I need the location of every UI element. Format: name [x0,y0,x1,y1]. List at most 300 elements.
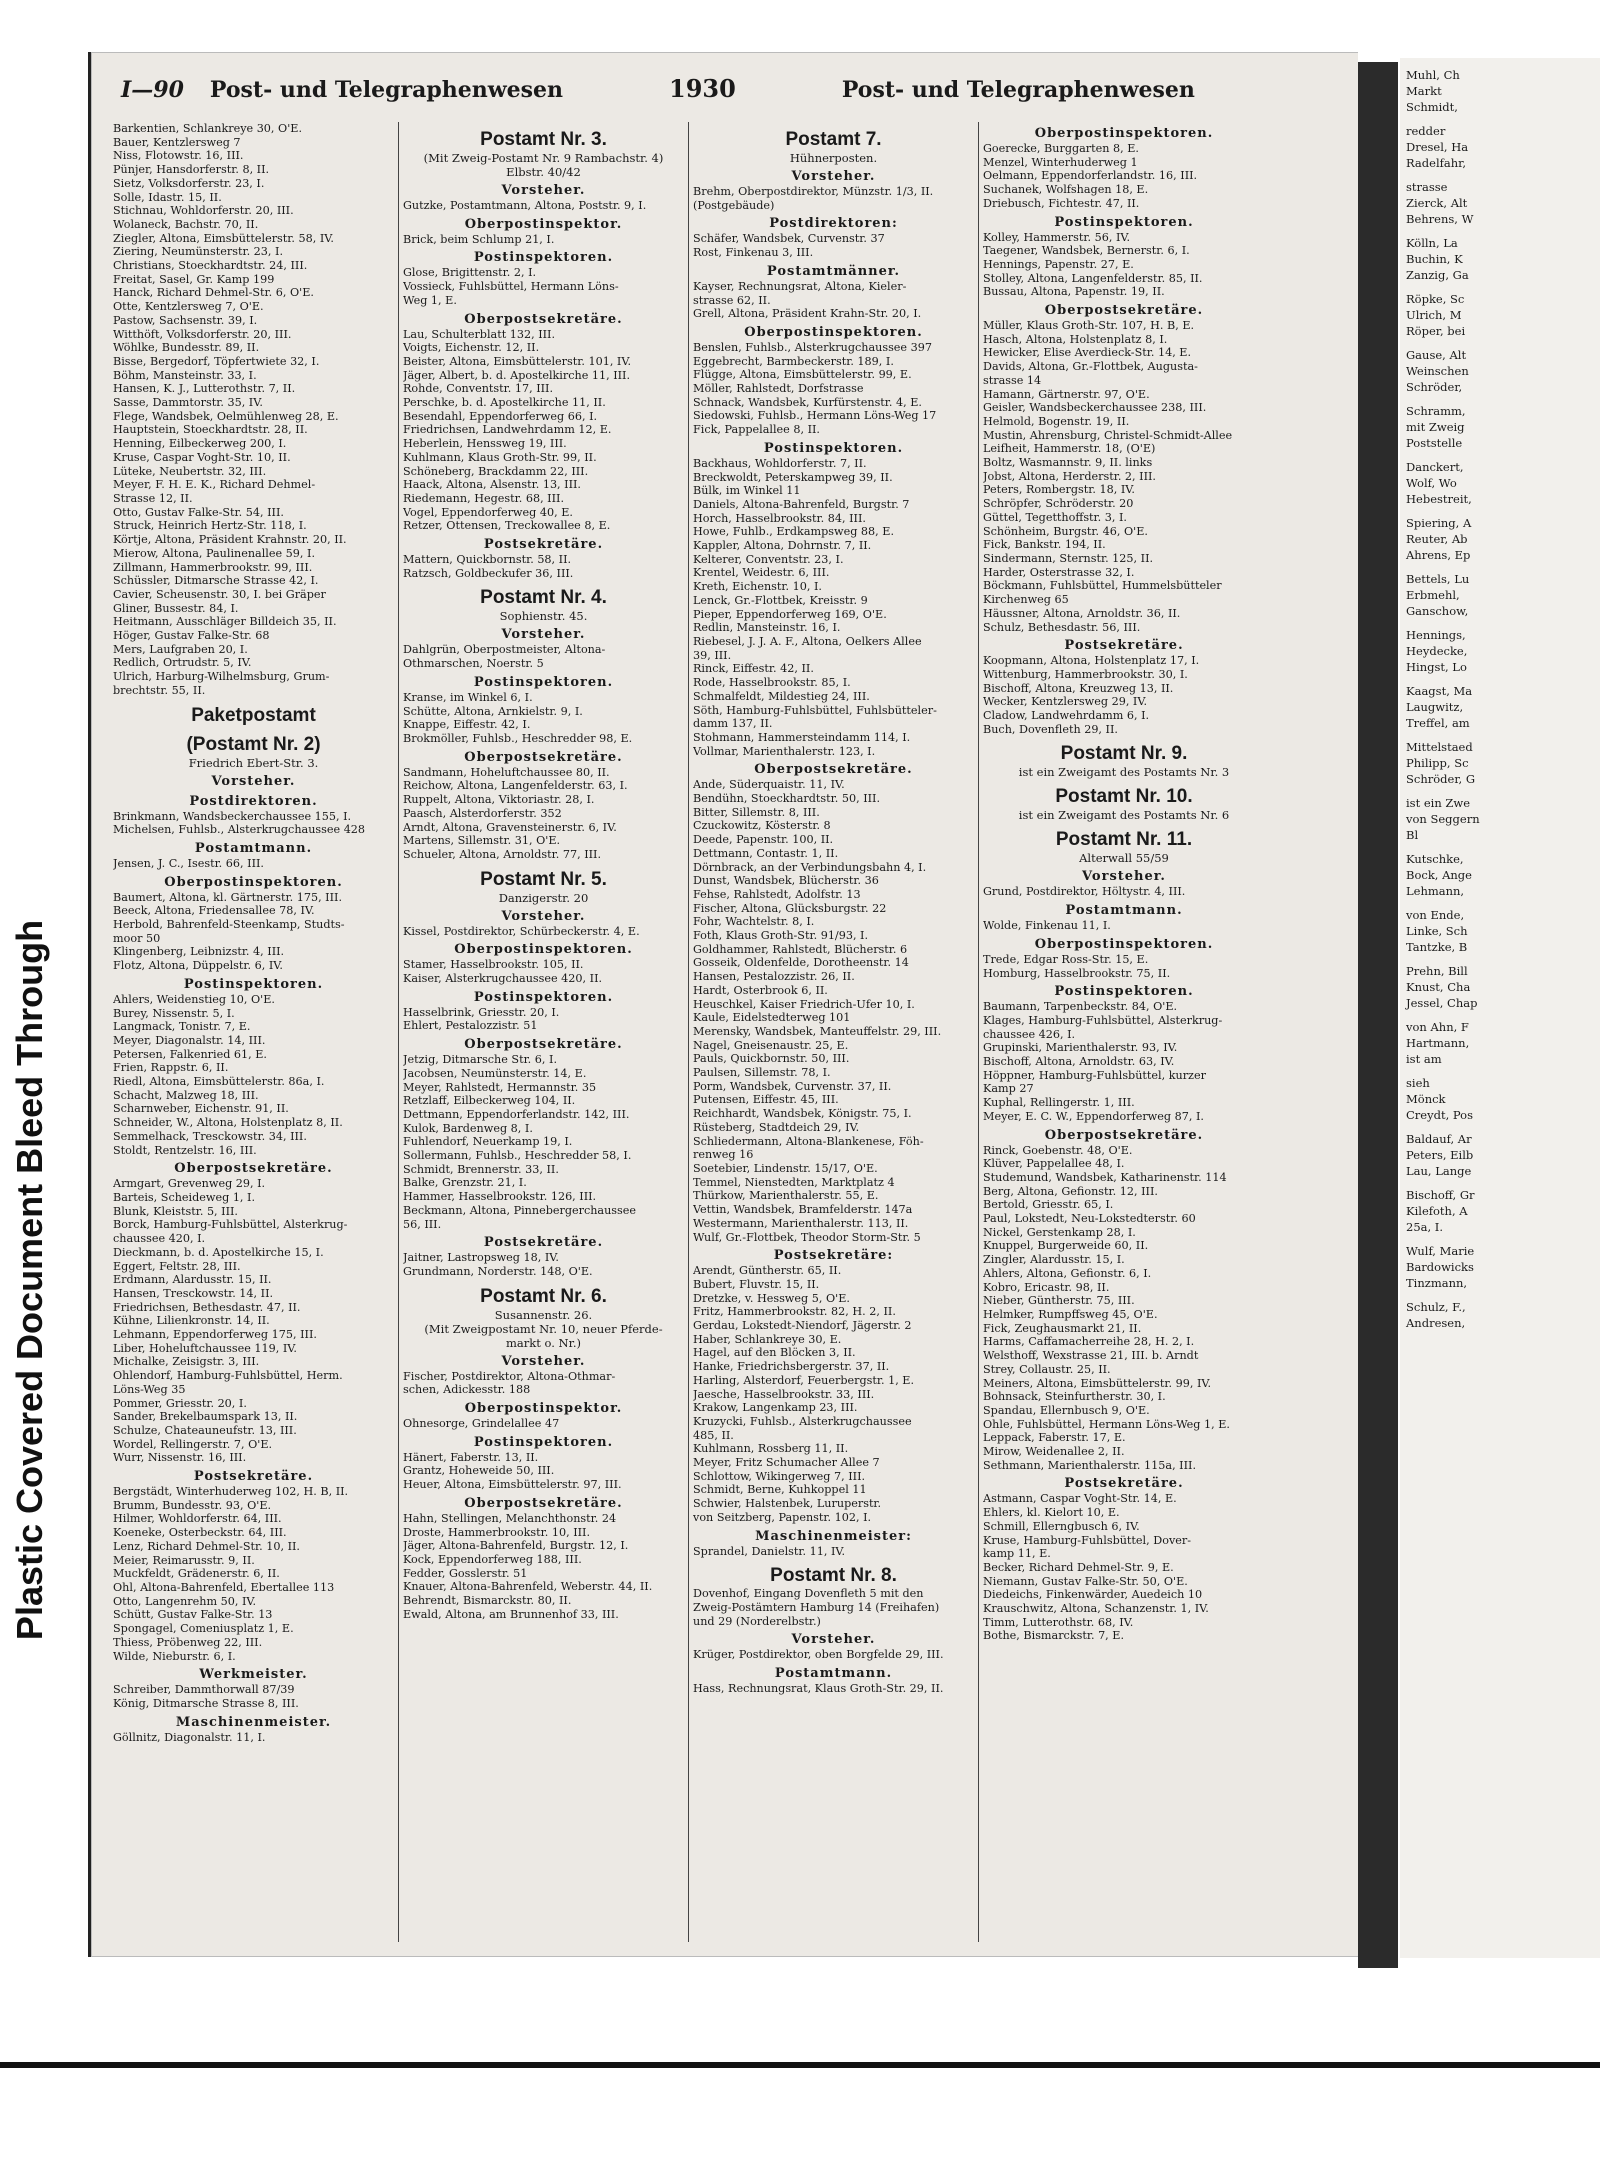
entry-line: Trede, Edgar Ross-Str. 15, E. [983,952,1149,966]
next-page-line: Tinzmann, [1406,1276,1468,1290]
entry-line: Strasse 12, II. [113,491,193,505]
entry-line: Jäger, Altona-Bahrenfeld, Burgstr. 12, I. [403,1539,629,1553]
entry-line: Jetzig, Ditmarsche Str. 6, I. [403,1053,558,1067]
section-subtitle: Danzigerstr. 20 [498,890,589,905]
entry-line: Wulf, Gr.-Flottbek, Theodor Storm-Str. 5 [693,1230,921,1244]
section-heading: Postsekretäre. [483,537,604,553]
entry-line: Behrendt, Bismarckstr. 80, II. [403,1594,572,1608]
entry-line: Othmarschen, Noerstr. 5 [403,657,544,671]
entry-line: Bülk, im Winkel 11 [693,484,801,498]
entry-line: Knappe, Eiffestr. 42, I. [403,718,531,732]
entry-line: Rinck, Goebenstr. 48, O'E. [983,1143,1133,1157]
entry-line: Grund, Postdirektor, Höltystr. 4, III. [983,885,1186,899]
next-page-line: Lehmann, [1406,884,1465,898]
section-heading: Oberpostsekretäre. [464,1495,623,1511]
entry-line: Dörnbrack, an der Verbindungsbahn 4, I. [693,860,927,874]
entry-line: Böckmann, Fuhlsbüttel, Hummelsbütteler [983,579,1222,593]
entry-line: Ahlers, Weidenstieg 10, O'E. [113,992,275,1006]
entry-line: 39, III. [693,648,732,662]
entry-line: Kamp 27 [983,1082,1034,1096]
entry-line: Homburg, Hasselbrookstr. 75, II. [983,966,1171,980]
entry-line: König, Ditmarsche Strasse 8, III. [113,1696,299,1710]
next-page-line: Ulrich, M [1406,308,1462,322]
entry-line: Langmack, Tonistr. 7, E. [113,1020,251,1034]
next-page-line: Bl [1406,828,1419,842]
entry-line: Hauptstein, Stoeckhardtstr. 28, II. [113,423,308,437]
entry-line: Fick, Bankstr. 194, II. [983,538,1106,552]
next-page-line: Hingst, Lo [1406,660,1467,674]
entry-line: Haber, Schlankreye 30, E. [693,1332,842,1346]
next-page-line: Schmidt, [1406,100,1458,114]
entry-line: Schueler, Altona, Arnoldstr. 77, III. [403,847,602,861]
entry-line: Astmann, Caspar Voght-Str. 14, E. [983,1492,1177,1506]
entry-line: Weg 1, E. [403,293,457,307]
section-heading: Maschinenmeister: [755,1528,912,1544]
entry-line: Armgart, Grevenweg 29, I. [113,1177,266,1191]
entry-line: Rohde, Conventstr. 17, III. [403,382,554,396]
section-title: Postamt Nr. 11. [1055,829,1193,851]
entry-line: Reichow, Altona, Langenfelderstr. 63, I. [403,779,628,793]
section-heading: Postsekretäre. [1064,638,1184,654]
next-page-line: Spiering, A [1406,516,1472,530]
entry-line: Fischer, Altona, Glücksburgstr. 22 [693,901,887,915]
entry-line: Ahlers, Altona, Gefionstr. 6, I. [983,1266,1152,1280]
entry-line: Stohmann, Hammersteindamm 114, I. [693,730,911,744]
entry-line: Fischer, Postdirektor, Altona-Othmar- [403,1369,616,1383]
entry-line: Koopmann, Altona, Holstenplatz 17, I. [983,654,1200,668]
entry-line: Kruse, Hamburg-Fuhlsbüttel, Dover- [983,1533,1192,1547]
section-heading: Oberpostinspektoren. [1034,126,1214,141]
entry-line: Peters, Rombergstr. 18, IV. [983,483,1135,497]
entry-line: Jensen, J. C., Isestr. 66, III. [113,856,264,870]
section-heading: Oberpostsekretäre. [174,1161,333,1177]
entry-line: Schütt, Gustav Falke-Str. 13 [113,1608,273,1622]
next-page-line: Kilefoth, A [1406,1204,1468,1218]
next-page-line: Schramm, [1406,404,1466,418]
entry-line: Wolde, Finkenau 11, I. [983,919,1111,933]
entry-line: Pieper, Eppendorferweg 169, O'E. [693,607,887,621]
next-page-line: Kölln, La [1406,236,1458,250]
entry-line: Schwier, Halstenbek, Luruperstr. [693,1497,882,1511]
entry-line: Niemann, Gustav Falke-Str. 50, O'E. [983,1574,1188,1588]
entry-line: Nickel, Gerstenkamp 28, I. [983,1225,1136,1239]
entry-line: Czuckowitz, Kösterstr. 8 [693,819,831,833]
entry-line: Kayser, Rechnungsrat, Altona, Kieler- [693,279,907,293]
entry-line: Meyer, Diagonalstr. 14, III. [113,1033,266,1047]
entry-line: Ratzsch, Goldbeckufer 36, III. [403,566,574,580]
entry-line: Besendahl, Eppendorferweg 66, I. [403,409,598,423]
header-year: 1930 [669,74,736,103]
entry-line: Kock, Eppendorferweg 188, III. [403,1553,582,1566]
entry-line: Lehmann, Eppendorferweg 175, III. [113,1328,317,1342]
entry-line: Wöhlke, Bundesstr. 89, II. [113,341,260,355]
entry-line: Retzer, Ottensen, Treckowallee 8, E. [403,519,611,533]
entry-line: (Postgebäude) [693,198,775,212]
entry-line: Hansen, K. J., Lutterothstr. 7, II. [113,382,296,396]
next-page-line: ist am [1406,1052,1442,1066]
entry-line: Flügge, Altona, Eimsbüttelerstr. 99, E. [693,368,912,382]
side-label-text: Plastic Covered Document Bleed Through [9,919,50,1641]
entry-line: Sasse, Dammtorstr. 35, IV. [113,396,263,410]
entry-line: Rinck, Eiffestr. 42, II. [693,662,814,676]
entry-line: Harder, Osterstrasse 32, I. [983,565,1135,579]
entry-line: Bertold, Griesstr. 65, I. [983,1198,1114,1212]
entry-line: Hammer, Hasselbrookstr. 126, III. [403,1190,597,1204]
entry-line: Kühne, Lilienkronstr. 14, II. [113,1314,270,1328]
next-page-line: Zierck, Alt [1406,196,1468,210]
next-page-line: von Seggern [1406,812,1480,826]
entry-line: Solle, Idastr. 15, II. [113,190,222,204]
entry-line: Dettmann, Contastr. 1, II. [693,846,839,860]
entry-line: Herbold, Bahrenfeld-Steenkamp, Studts- [113,918,345,932]
entry-line: Jäger, Albert, b. d. Apostelkirche 11, III. [403,368,631,382]
next-page-line: Weinschen [1406,364,1469,378]
entry-line: Pommer, Griesstr. 20, I. [113,1396,247,1410]
entry-line: Schliedermann, Altona-Blankenese, Föh- [693,1134,924,1148]
entry-line: Schlottow, Wikingerweg 7, III. [693,1469,866,1483]
entry-line: Becker, Richard Dehmel-Str. 9, E. [983,1560,1174,1574]
entry-line: von Seitzberg, Papenstr. 102, I. [693,1510,872,1524]
next-page-line: Bischoff, Gr [1406,1188,1475,1202]
entry-line: Brehm, Oberpostdirektor, Münzstr. 1/3, II. [693,185,934,198]
section-heading: Vorsteher. [501,1353,586,1369]
column-3 [689,122,979,1942]
entry-line: Dieckmann, b. d. Apostelkirche 15, I. [113,1245,324,1259]
entry-line: Leifheit, Hammerstr. 18, (O'E) [983,442,1156,456]
entry-line: Dretzke, v. Hessweg 5, O'E. [693,1291,850,1305]
entry-line: Schüssler, Ditmarsche Strasse 42, I. [113,574,319,588]
next-page-line: Wolf, Wo [1406,476,1457,490]
section-heading: Vorsteher. [501,183,586,198]
next-page-line: Kutschke, [1406,852,1464,866]
entry-line: Hilmer, Wohldorferstr. 64, III. [113,1512,282,1526]
entry-line: Grell, Altona, Präsident Krahn-Str. 20, I. [693,307,922,321]
entry-line: Zillmann, Hammerbrookstr. 99, III. [113,560,313,574]
entry-line: Vollmar, Marienthalerstr. 123, I. [693,744,876,758]
section-heading: Vorsteher. [791,169,876,184]
entry-line: Flotz, Altona, Düppelstr. 6, IV. [113,959,283,973]
entry-line: Sprandel, Danielstr. 11, IV. [693,1544,846,1558]
entry-line: Jaitner, Lastropsweg 18, IV. [403,1251,559,1265]
next-page-line: Röpke, Sc [1406,292,1465,306]
section-title: Paketpostamt [191,704,316,726]
next-page-line: ist ein Zwe [1406,796,1471,810]
entry-line: Stichnau, Wohldorferstr. 20, III. [113,204,294,218]
entry-line: Schacht, Malzweg 18, III. [113,1088,259,1102]
entry-line: Bergstädt, Winterhuderweg 102, H. B, II. [113,1485,349,1499]
entry-line: Ohle, Fuhlsbüttel, Hermann Löns-Weg 1, E. [983,1417,1230,1431]
section-heading: Postinspektoren. [473,674,614,690]
entry-line: Wittenburg, Hammerbrookstr. 30, I. [983,667,1188,681]
entry-line: Arendt, Güntherstr. 65, II. [693,1264,842,1278]
entry-line: Beeck, Altona, Friedensallee 78, IV. [113,904,315,918]
entry-line: Hahn, Stellingen, Melanchthonstr. 24 [403,1511,617,1525]
section-heading: Vorsteher. [211,773,296,789]
section-subtitle: Sophienstr. 45. [499,609,588,624]
entry-line: Henning, Eilbeckerweg 200, I. [113,437,287,451]
entry-line: Eggebrecht, Barmbeckerstr. 189, I. [693,354,894,368]
entry-line: Schönheim, Burgstr. 46, O'E. [983,524,1148,538]
entry-line: Grupinski, Marienthalerstr. 93, IV. [983,1041,1178,1055]
next-page-line: Danckert, [1406,460,1464,474]
entry-line: Fedder, Gosslerstr. 51 [403,1566,528,1580]
next-page-line: Lau, Lange [1406,1164,1472,1178]
section-heading: Postamtmann. [774,1666,893,1682]
entry-line: Blunk, Kleiststr. 5, III. [113,1204,238,1218]
section-heading: Postinspektoren. [1054,984,1194,1000]
entry-line: Ulrich, Harburg-Wilhelmsburg, Grum- [113,670,330,684]
entry-line: Söth, Hamburg-Fuhlsbüttel, Fuhlsbütteler- [693,703,937,717]
entry-line: Howe, Fuhlb., Erdkampsweg 88, E. [693,525,895,539]
next-page-line: Reuter, Ab [1406,532,1468,546]
next-page-line: Muhl, Ch [1406,68,1460,82]
entry-line: Gutzke, Postamtmann, Altona, Poststr. 9, I. [403,199,647,212]
entry-line: Martens, Sillemstr. 31, O'E. [403,834,561,848]
spine-gap [1358,48,1398,62]
entry-line: Koeneke, Osterbeckstr. 64, III. [113,1526,287,1540]
entry-line: Ohnesorge, Grindelallee 47 [403,1417,560,1431]
entry-line: Bothe, Bismarckstr. 7, E. [983,1629,1125,1643]
section-heading: Postsekretäre: [773,1248,894,1264]
entry-line: Bischoff, Altona, Kreuzweg 13, II. [983,681,1174,695]
entry-line: Ohlendorf, Hamburg-Fuhlsbüttel, Herm. [113,1369,343,1383]
next-page-line: Markt [1406,84,1442,98]
entry-line: Jacobsen, Neumünsterstr. 14, E. [403,1066,587,1080]
entry-line: Schmalfeldt, Mildestieg 24, III. [693,689,870,703]
entry-line: Bubert, Fluvstr. 15, II. [693,1277,820,1291]
section-heading: Postdirektoren. [189,793,318,809]
entry-line: Hardt, Osterbrook 6, II. [693,983,828,997]
entry-line: Bendühn, Stoeckhardtstr. 50, III. [693,792,881,806]
entry-line: Riedemann, Hegestr. 68, III. [403,491,564,505]
entry-line: Friedrichsen, Landwehrdamm 12, E. [403,423,612,437]
entry-line: Hass, Rechnungsrat, Klaus Groth-Str. 29, II. [693,1682,944,1696]
entry-line: Heuer, Altona, Eimsbüttelerstr. 97, III. [403,1478,622,1492]
page-header [121,74,1321,110]
entry-line: Harms, Caffamacherreihe 28, H. 2, I. [983,1335,1195,1349]
section-heading: Oberpostsekretäre. [1044,303,1204,319]
section-heading: Oberpostinspektoren. [1034,936,1214,952]
next-page-line: Baldauf, Ar [1406,1132,1472,1146]
entry-line: Erdmann, Alardusstr. 15, II. [113,1273,272,1287]
section-subtitle: (Mit Zweigpostamt Nr. 10, neuer Pferde- [424,1321,663,1336]
entry-line: Gliner, Bussestr. 84, I. [113,601,239,615]
next-page-line: Ganschow, [1406,604,1469,618]
entry-line: Rost, Finkenau 3, III. [693,246,814,260]
entry-line: Meyer, F. H. E. K., Richard Dehmel- [113,478,316,492]
entry-line: Zingler, Alardusstr. 15, I. [983,1253,1125,1267]
section-title: Postamt Nr. 5. [480,868,607,890]
entry-line: Dahlgrün, Oberpostmeister, Altona- [403,643,606,657]
entry-line: schen, Adickesstr. 188 [403,1383,531,1397]
entry-line: Friedrichsen, Bethesdastr. 47, II. [113,1300,301,1314]
section-subtitle: Elbstr. 40/42 [506,165,581,179]
entry-line: Bischoff, Altona, Arnoldstr. 63, IV. [983,1055,1175,1069]
next-page-line: Knust, Cha [1406,980,1471,994]
section-heading: Vorsteher. [791,1632,876,1648]
entry-line: Redlin, Mansteinstr. 16, I. [693,621,841,635]
entry-line: Otte, Kentzlersweg 7, O'E. [113,300,264,314]
next-page-line: Schröder, G [1406,772,1476,786]
entry-line: Vossieck, Fuhlsbüttel, Hermann Löns- [403,280,619,294]
entry-line: Hamann, Gärtnerstr. 97, O'E. [983,387,1150,401]
next-page-line: von Ende, [1406,908,1465,922]
entry-line: Driebusch, Fichtestr. 47, II. [983,196,1140,210]
entry-line: Mattern, Quickbornstr. 58, II. [403,553,572,567]
entry-line: Buch, Dovenfleth 29, II. [983,722,1118,736]
page-number: I—90 [121,77,184,103]
entry-line: Taegener, Wandsbek, Bernerstr. 6, I. [983,244,1190,258]
entry-line: Geisler, Wandsbeckerchaussee 238, III. [983,401,1207,415]
section-heading: Postdirektoren: [769,216,898,232]
section-heading: Postamtmann. [194,840,313,856]
entry-line: Cladow, Landwehrdamm 6, I. [983,709,1150,723]
entry-line: Suchanek, Wolfshagen 18, E. [983,183,1149,197]
entry-line: Helmker, Rumpffsweg 45, O'E. [983,1308,1158,1321]
section-subtitle: Friedrich Ebert-Str. 3. [188,755,319,770]
entry-line: Borck, Hamburg-Fuhlsbüttel, Alsterkrug- [113,1218,348,1232]
entry-line: Deede, Papenstr. 100, II. [693,833,834,847]
section-title: (Postamt Nr. 2) [186,733,321,755]
section-heading: Oberpostsekretäre. [464,311,623,327]
section-heading: Oberpostinspektoren. [744,324,923,340]
entry-line: Kuhlmann, Rossberg 11, II. [693,1442,849,1456]
entry-line: 56, III. [403,1217,442,1231]
entry-line: Ziering, Neumünsterstr. 23, I. [113,245,284,259]
entry-line: Daniels, Altona-Bahrenfeld, Burgstr. 7 [693,497,910,511]
column-2 [399,122,689,1942]
next-page-line: 25a, I. [1406,1220,1443,1234]
entry-line: Ehlers, kl. Kielort 10, E. [983,1506,1120,1520]
entry-line: Oelmann, Eppendorferlandstr. 16, III. [983,169,1198,183]
entry-line: Hagel, auf den Blöcken 3, II. [693,1346,856,1360]
next-page-line: Bettels, Lu [1406,572,1470,586]
next-page-line: Jessel, Chap [1406,996,1478,1010]
entry-line: Jaesche, Hasselbrookstr. 33, III. [693,1387,875,1401]
entry-line: Schütte, Altona, Arnkielstr. 9, I. [403,704,583,718]
column-1 [109,122,399,1942]
entry-line: Gosseik, Oldenfelde, Dorotheenstr. 14 [693,956,909,970]
next-page-line: Behrens, W [1406,212,1474,226]
entry-line: Kelterer, Conventstr. 23, I. [693,552,844,566]
entry-line: Kruse, Caspar Voght-Str. 10, II. [113,450,291,464]
section-subtitle: (Mit Zweig-Postamt Nr. 9 Rambachstr. 4) [423,151,664,165]
next-page-line: Ahrens, Ep [1406,548,1471,562]
entry-line: Siedowski, Fuhlsb., Hermann Löns-Weg 17 [693,409,937,423]
section-heading: Vorsteher. [501,908,586,924]
entry-line: strasse 14 [983,373,1042,387]
entry-line: Kuhlmann, Klaus Groth-Str. 99, II. [403,450,597,464]
entry-line: Scharnweber, Eichenstr. 91, II. [113,1102,289,1116]
entry-line: Kappler, Altona, Dohrnstr. 7, II. [693,539,872,553]
entry-line: Dovenhof, Eingang Dovenfleth 5 mit den [693,1587,924,1601]
entry-line: Knuppel, Burgerweide 60, II. [983,1239,1149,1253]
entry-line: strasse 62, II. [693,293,771,307]
entry-line: Beckmann, Altona, Pinnebergerchaussee [403,1203,637,1217]
section-subtitle: Susannenstr. 26. [494,1307,593,1322]
section-heading: Vorsteher. [501,627,586,643]
entry-line: Kirchenweg 65 [983,593,1069,607]
entry-line: Kolley, Hammerstr. 56, IV. [983,230,1131,244]
next-page-line: Hennings, [1406,628,1466,642]
section-heading: Postinspektoren. [183,976,324,992]
entry-line: Meyer, E. C. W., Eppendorferweg 87, I. [983,1109,1204,1123]
entry-line: Sindermann, Sternstr. 125, II. [983,551,1154,565]
entry-line: Brick, beim Schlump 21, I. [403,232,555,246]
entry-line: Arndt, Altona, Gravensteinerstr. 6, IV. [403,820,617,834]
entry-line: Krentel, Weidestr. 6, III. [693,566,830,580]
entry-line: Dettmann, Eppendorferlandstr. 142, III. [403,1107,630,1121]
section-heading: Vorsteher. [1082,869,1166,885]
section-title: Postamt Nr. 8. [770,1565,897,1587]
next-page-line: Schröder, [1406,380,1463,394]
entry-line: Wilde, Nieburstr. 6, I. [113,1649,236,1663]
entry-line: Häussner, Altona, Arnoldstr. 36, II. [983,606,1181,620]
entry-line: Hewicker, Elise Averdieck-Str. 14, E. [983,346,1192,360]
entry-line: Nagel, Gneisenaustr. 25, E. [693,1038,849,1052]
entry-line: Timm, Lutterothstr. 68, IV. [983,1615,1134,1629]
entry-line: Kobro, Ericastr. 98, II. [983,1280,1110,1294]
section-heading: Oberpostsekretäre. [464,749,623,765]
entry-line: Diedeichs, Finkenwärder, Auedeich 10 [983,1588,1203,1602]
entry-line: Brokmöller, Fuhlsb., Heschredder 98, E. [403,731,633,745]
entry-line: Thiess, Pröbenweg 22, III. [113,1635,263,1649]
entry-line: Voigts, Eichenstr. 12, II. [403,341,540,355]
next-page-line: strasse [1406,180,1448,194]
entry-line: Kulok, Bardenweg 8, I. [403,1121,533,1135]
section-subtitle: ist ein Zweigamt des Postamts Nr. 6 [1018,808,1230,823]
entry-line: damm 137, II. [693,717,773,731]
next-page-line: von Ahn, F [1406,1020,1469,1034]
entry-line: Bisse, Bergedorf, Töpfertwiete 32, I. [113,354,320,368]
next-page-line: Kaagst, Ma [1406,684,1473,698]
entry-line: Haack, Altona, Alsenstr. 13, III. [403,478,581,492]
entry-line: Glose, Brigittenstr. 2, I. [403,266,537,280]
next-page-line: Buchin, K [1406,252,1463,266]
entry-line: Klingenberg, Leibnizstr. 4, III. [113,945,285,959]
entry-line: Mirow, Weidenallee 2, II. [983,1445,1125,1459]
section-subtitle: ist ein Zweigamt des Postamts Nr. 3 [1018,765,1230,780]
entry-line: Schöneberg, Brackdamm 22, III. [403,464,589,478]
entry-line: renweg 16 [693,1148,754,1162]
book-spine [1358,48,1398,1968]
entry-line: Schäfer, Wandsbek, Curvenstr. 37 [693,232,885,246]
next-page-line: Radelfahr, [1406,156,1467,170]
entry-line: Wordel, Rellingerstr. 7, O'E. [113,1437,273,1451]
next-page-line: Mittelstaed [1406,740,1473,754]
section-heading: Oberpostinspektor. [464,216,623,232]
entry-line: Benslen, Fuhlsb., Alsterkrugchaussee 397 [693,340,932,354]
entry-line: moor 50 [113,931,161,945]
entry-line: Temmel, Nienstedten, Marktplatz 4 [693,1175,895,1189]
next-page-line: Bardowicks [1406,1260,1474,1274]
entry-line: Frien, Rappstr. 6, II. [113,1061,229,1075]
entry-line: chaussee 420, I. [113,1232,206,1246]
entry-line: Gerdau, Lokstedt-Niendorf, Jägerstr. 2 [693,1319,912,1333]
entry-line: Bohnsack, Steinfurtherstr. 30, I. [983,1390,1166,1404]
entry-line: Fritz, Hammerbrookstr. 82, H. 2, II. [693,1305,896,1319]
entry-line: Strey, Collaustr. 25, II. [983,1362,1111,1376]
entry-line: Foth, Klaus Groth-Str. 91/93, I. [693,929,869,943]
entry-line: kamp 11, E. [983,1547,1051,1561]
entry-line: Mierow, Altona, Paulinenallee 59, I. [113,546,316,560]
entry-line: Michalke, Zeisigstr. 3, III. [113,1355,260,1369]
entry-line: Soetebier, Lindenstr. 15/17, O'E. [693,1162,878,1175]
entry-line: Barkentien, Schlankreye 30, O'E. [113,122,303,135]
entry-line: Schulze, Chateauneufstr. 13, III. [113,1423,297,1437]
next-page-line: Schulz, F., [1406,1300,1466,1314]
entry-line: Schulz, Bethesdastr. 56, III. [983,620,1141,634]
